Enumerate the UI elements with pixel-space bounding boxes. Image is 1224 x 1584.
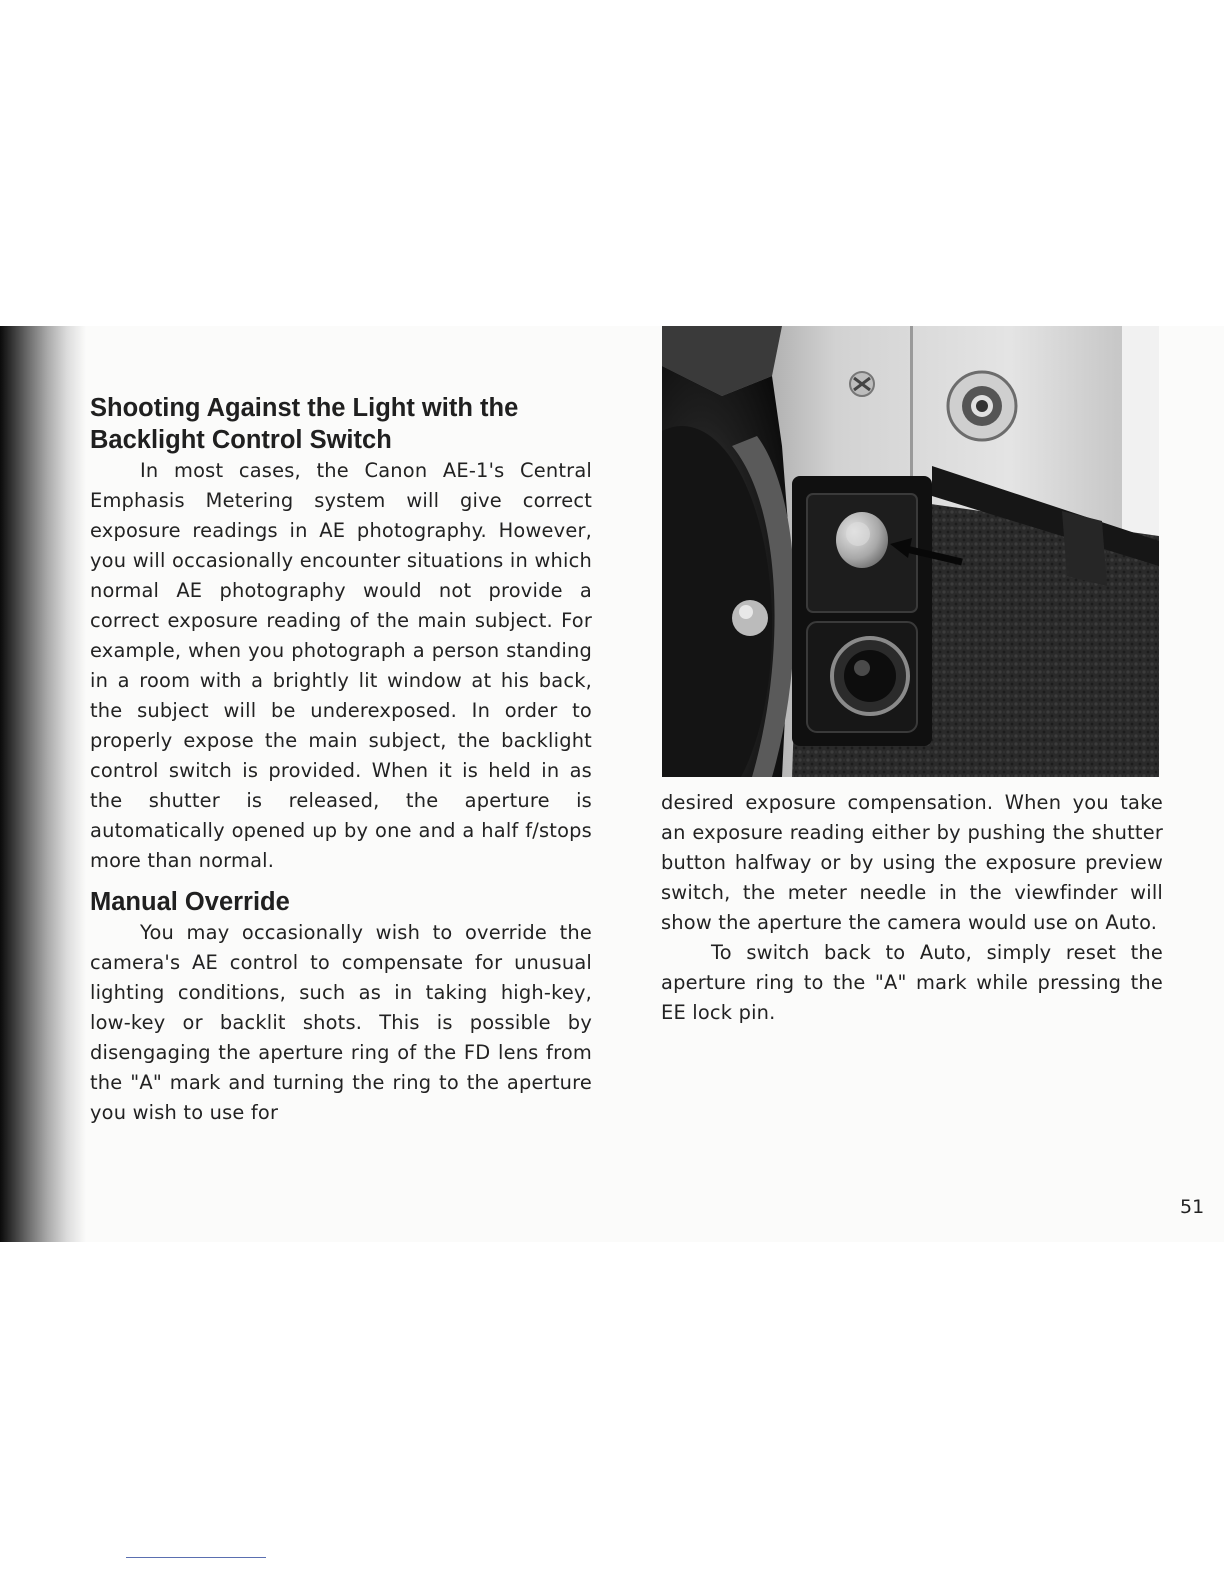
switch-back-paragraph: To switch back to Auto, simply reset the aperture ring to the "A" mark while pressing the EE lock pin. bbox=[661, 941, 1163, 1024]
right-column bbox=[661, 788, 1163, 1028]
heading-line-1: Shooting Against the Light with the bbox=[90, 394, 519, 422]
left-column bbox=[90, 392, 592, 1128]
manual-override-continued-paragraph: desired exposure compensation. When you take an exposure reading either by pushing the shutter button halfway or by using the exposure preview switch, the meter needle in the viewfinder will show the aperture the camera would use on Auto. bbox=[661, 791, 1163, 934]
camera-backlight-switch-photo bbox=[662, 326, 1159, 777]
section-heading-backlight bbox=[90, 392, 592, 456]
manual-override-paragraph: You may occasionally wish to override the camera's AE control to compensate for unusual lighting conditions, such as in taking high-key, low-key or backlit shots. This is possible by disengaging the aperture ring of the FD lens from the "A" mark and turning the ring to the aperture you wish to use for bbox=[90, 921, 592, 1124]
backlight-paragraph: In most cases, the Canon AE-1's Central Emphasis Metering system will give correct exposure readings in AE photography. However, you will occasionally encounter situations in which normal AE photography would not provide a correct exposure reading of the main subject. For example, when you photograph a person standing in a room with a brightly lit window at his back, the subject will be underexposed. In order to properly expose the main subject, the backlight control switch is provided. When it is held in as the shutter is released, the aperture is automatically opened up by one and a half f/stops more than normal. bbox=[90, 459, 592, 872]
footer-rule bbox=[126, 1557, 266, 1558]
section-heading-manual-override: Manual Override bbox=[90, 888, 290, 916]
heading-line-2: Backlight Control Switch bbox=[90, 426, 392, 454]
binding-shadow bbox=[0, 326, 86, 1242]
page-number: 51 bbox=[1180, 1196, 1205, 1218]
